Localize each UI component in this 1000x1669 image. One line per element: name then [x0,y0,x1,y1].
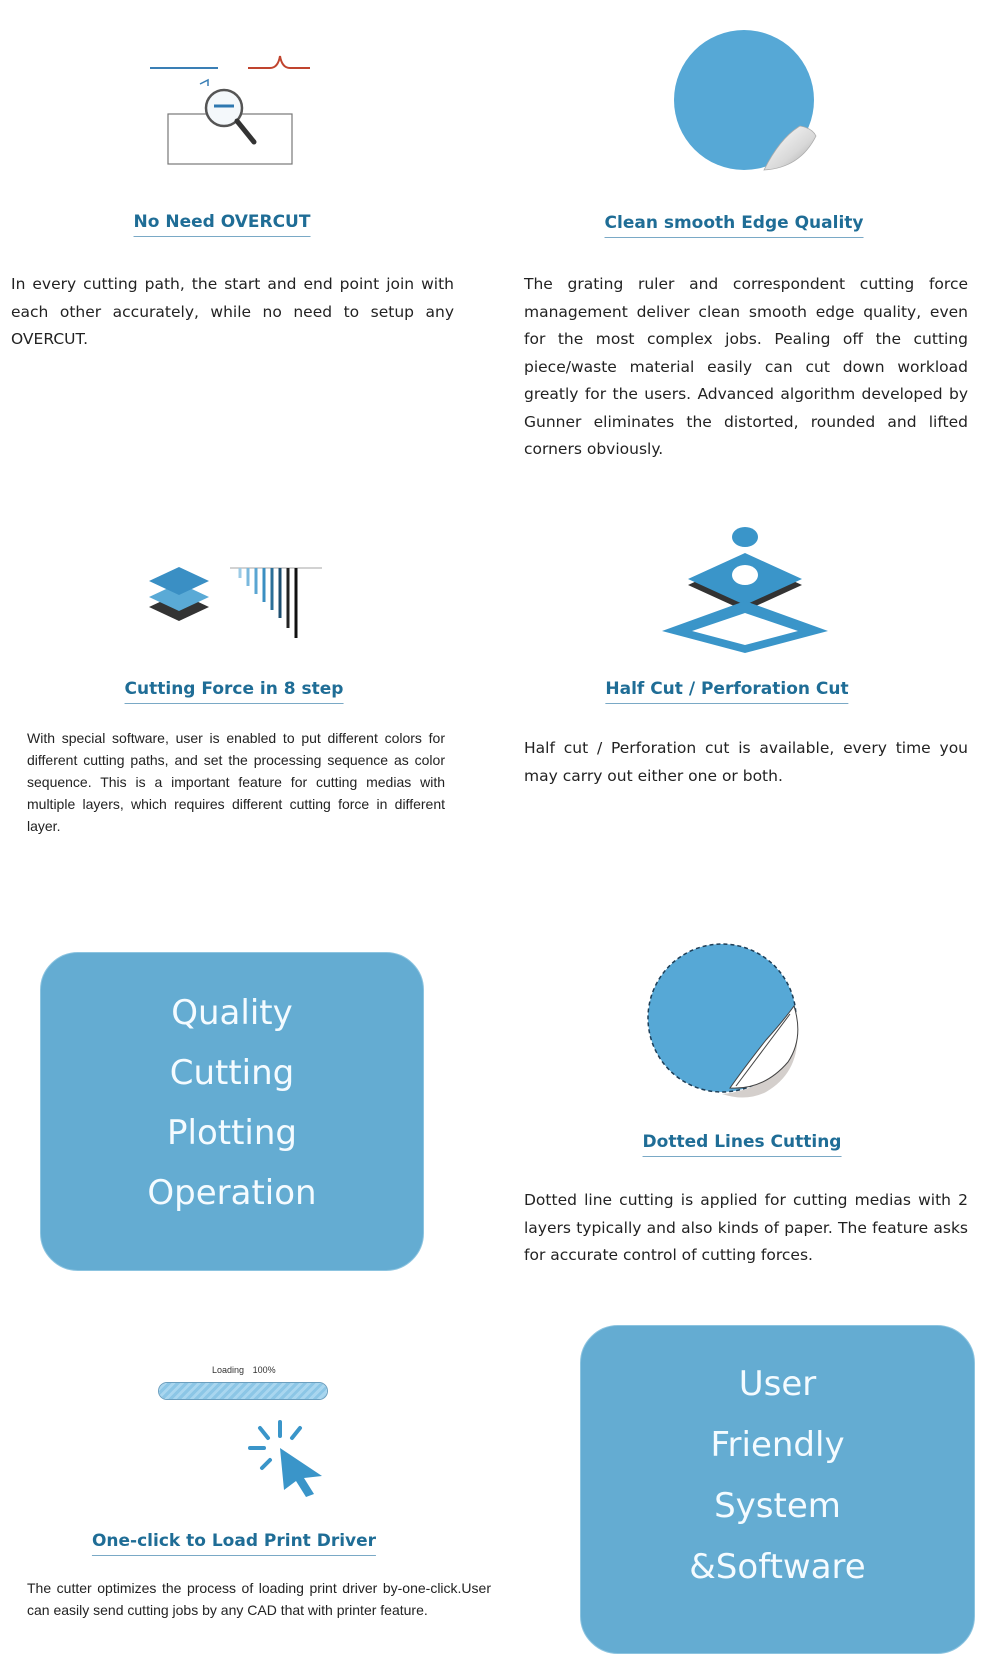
force-bars-icon [226,556,326,646]
user-line-1: User [738,1364,817,1404]
loading-percent: 100% [252,1365,276,1375]
half-cut-icon [658,525,833,655]
loading-progress-fill [159,1383,327,1399]
peel-circle-icon [660,28,835,193]
pointer-click-icon [248,1418,334,1498]
edge-title: Clean smooth Edge Quality [605,213,864,238]
layers-icon [146,563,212,623]
halfcut-text: Half cut / Perforation cut is available, every time you may carry out either one or both. [524,739,968,785]
quality-line-3: Plotting [167,1113,297,1153]
overcut-title: No Need OVERCUT [134,212,311,237]
dotted-title: Dotted Lines Cutting [643,1132,842,1157]
driver-text: The cutter optimizes the process of loading print driver by-one-click.User can easily send cutting jobs by any CAD that with printer feature. [27,1580,491,1618]
force-text: With special software, user is enabled to put different colors for different cutting paths, and set the processing sequence as color sequence. This is a important feature for cutting medias with multiple layers, which requires different cutting force in different layer. [27,730,445,834]
loading-label: Loading [212,1365,245,1375]
quality-panel [40,952,424,1271]
halfcut-title: Half Cut / Perforation Cut [605,679,848,704]
dotted-circle-icon [646,940,816,1105]
magnifier-icon [140,50,320,170]
quality-line-2: Cutting [169,1053,295,1093]
user-line-2: Friendly [710,1425,845,1465]
overcut-text: In every cutting path, the start and end point join with each other accurately, while no need to setup any OVERCUT. [11,275,454,348]
user-line-4: &Software [689,1547,866,1587]
loading-progress-bar [158,1382,328,1400]
quality-line-4: Operation [147,1173,317,1213]
dotted-text: Dotted line cutting is applied for cutting medias with 2 layers typically and also kinds of paper. The feature asks for accurate control of cutting forces. [524,1191,968,1264]
loading-label-row [212,1365,276,1375]
edge-text: The grating ruler and correspondent cutting force management deliver clean smooth edge quality, even for the most complex jobs. Pealing off the cutting piece/waste material easily can cut down workload greatly for the users. Advanced algorithm developed by Gunner eliminates the distorted, rounded and lifted corners obviously. [524,275,968,458]
user-panel [580,1325,975,1654]
quality-line-1: Quality [171,993,293,1033]
driver-title: One-click to Load Print Driver [92,1531,376,1556]
user-line-3: System [714,1486,841,1526]
force-title: Cutting Force in 8 step [125,679,344,704]
